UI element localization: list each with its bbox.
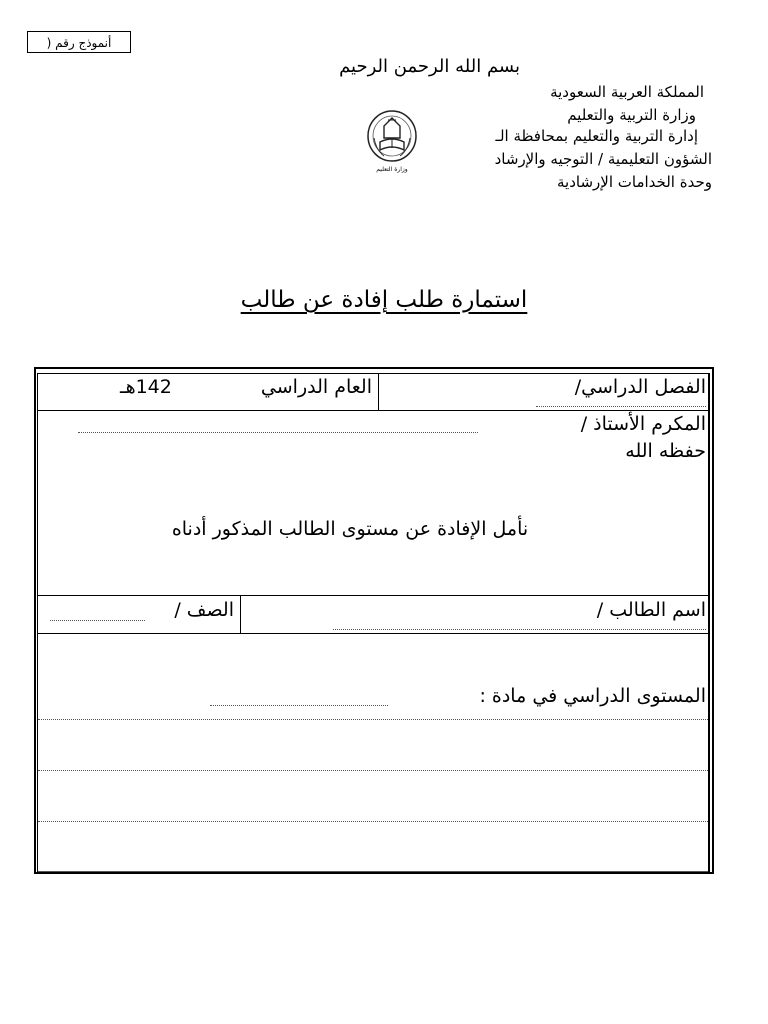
frame-inner-top	[37, 373, 710, 374]
header-line-ministry: وزارة التربية والتعليم	[567, 106, 696, 124]
row1-bottom-line	[38, 410, 708, 411]
header-line-affairs: الشؤون التعليمية / التوجيه والإرشاد	[494, 150, 712, 168]
header-line-unit: وحدة الخدامات الإرشادية	[557, 173, 712, 191]
student-row-bottom-line	[38, 633, 708, 634]
year-value[interactable]: 142هـ	[120, 376, 172, 398]
frame-inner-left	[37, 373, 38, 873]
student-name-label: اسم الطالب /	[596, 599, 706, 621]
header-line-kingdom: المملكة العربية السعودية	[550, 83, 704, 101]
student-row-divider	[240, 596, 241, 633]
answer-line-2[interactable]	[38, 770, 708, 771]
answer-line-4	[38, 871, 708, 872]
header-line-directorate: إدارة التربية والتعليم بمحافظة الـ	[495, 127, 698, 145]
ministry-logo-icon	[362, 108, 422, 174]
semester-label: الفصل الدراسي/	[574, 376, 706, 398]
student-row-top-line	[38, 595, 708, 596]
subject-level-label: المستوى الدراسي في مادة :	[479, 685, 706, 707]
student-name-field[interactable]	[333, 629, 706, 630]
teacher-label: المكرم الأستاذ /	[580, 413, 706, 435]
class-field[interactable]	[50, 620, 145, 621]
semester-field[interactable]	[536, 406, 706, 407]
logo-caption: وزارة التعليم	[376, 166, 408, 173]
blessing-text: حفظه الله	[625, 440, 706, 462]
answer-line-1[interactable]	[38, 719, 708, 720]
answer-line-3[interactable]	[38, 821, 708, 822]
page-title: استمارة طلب إفادة عن طالب	[240, 287, 528, 313]
basmala: بسم الله الرحمن الرحيم	[339, 56, 520, 77]
frame-inner-right	[708, 373, 710, 873]
form-number-box: أنموذج رقم (	[27, 31, 131, 53]
subject-field[interactable]	[210, 705, 388, 706]
teacher-name-field[interactable]	[78, 432, 478, 433]
row1-divider	[378, 374, 379, 410]
class-label: الصف /	[174, 599, 234, 621]
year-label: العام الدراسي	[260, 376, 372, 398]
request-text: نأمل الإفادة عن مستوى الطالب المذكور أدناه	[171, 518, 529, 540]
